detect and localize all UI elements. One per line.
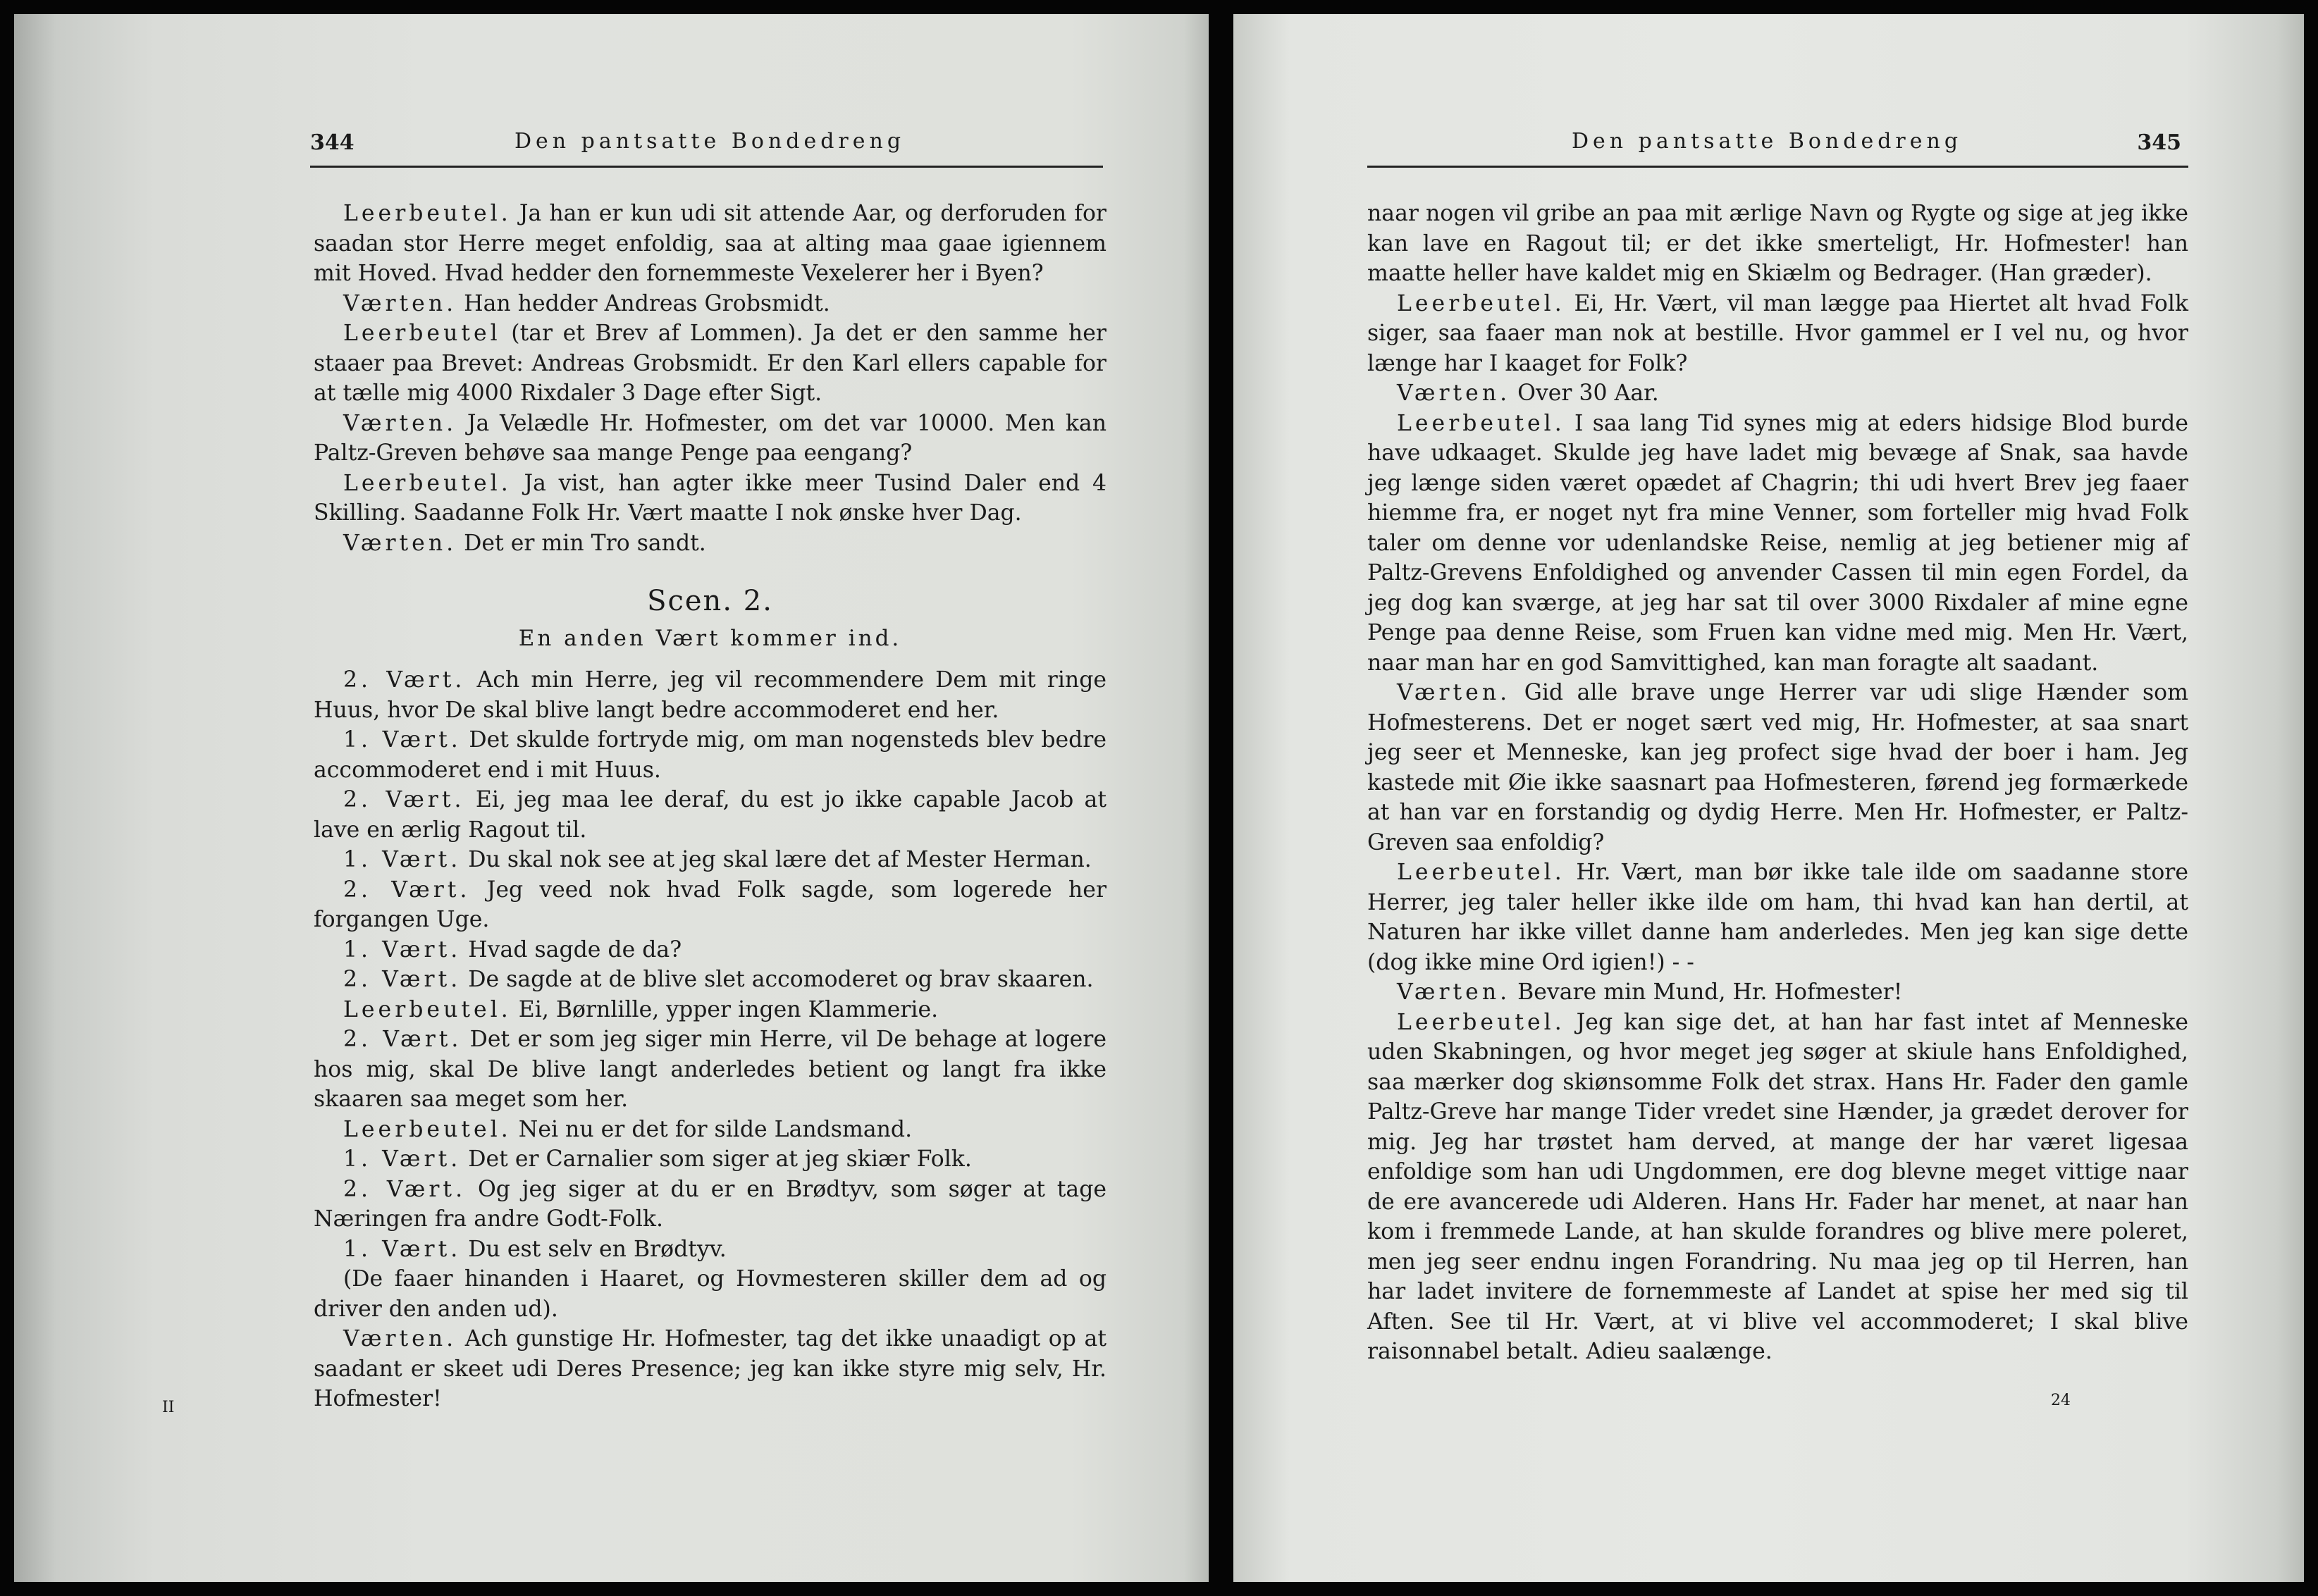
dialogue-paragraph: [314, 665, 1106, 725]
running-title: Den pantsatte Bondedreng: [514, 129, 906, 154]
speaker-name: 1. Vært.: [343, 1146, 462, 1172]
speaker-name: Leerbeutel.: [343, 1116, 512, 1142]
speaker-name: Leerbeutel.: [1397, 410, 1565, 436]
dialogue-paragraph: [314, 875, 1106, 935]
speaker-name: Værten.: [1397, 979, 1511, 1005]
dialogue-paragraph: [314, 199, 1106, 289]
dialogue-paragraph: [314, 1175, 1106, 1235]
speech-text: Jeg kan sige det, at han har fast intet af Menneske uden Skabningen, og hvor meget jeg søger at skiule hans Enfoldighed, saa mærker dog skiønsomme Folk det strax. Hans Hr. Fader den gamle Paltz-Greve har mange Tider vredet sine Hænder, ja grædet derover for mig. Jeg har trøstet ham derved, at mange der har været ligesaa enfoldige som han udi Ungdommen, ere dog blevne meget vittige naar de ere avancerede udi Alderen. Hans Hr. Fader har menet, at naar han kom i fremmede Lande, at han skulde forandres og blive mere poleret, men jeg seer endnu ingen Forandring. Nu maa jeg op til Herren, han har ladet invitere de fornemmeste af Landet at spise her med sig til Aften. See til Hr. Vært, at vi blive vel accommoderet; I skal blive raisonnabel betalt. Adieu saalænge.: [1367, 1009, 2188, 1364]
speaker-name: Leerbeutel.: [1397, 860, 1565, 885]
dialogue-paragraph: [314, 528, 1106, 559]
running-title: Den pantsatte Bondedreng: [1572, 129, 1963, 154]
dialogue-paragraph: [1367, 289, 2188, 379]
speech-text: (De faaer hinanden i Haaret, og Hovmesteren skiller dem ad og driver den anden ud).: [314, 1266, 1106, 1322]
dialogue-paragraph: [1367, 678, 2188, 858]
dialogue-block-3: [1367, 199, 2188, 1367]
speech-text: Ja Velædle Hr. Hofmester, om det var 10000. Men kan Paltz-Greven behøve saa mange Penge paa eengang?: [314, 410, 1106, 466]
dialogue-paragraph: [314, 935, 1106, 965]
speech-text: Det skulde fortryde mig, om man nogensteds blev bedre accommoderet end i mit Huus.: [314, 727, 1106, 783]
speech-text: Jeg veed nok hvad Folk sagde, som logerede her forgangen Uge.: [314, 877, 1106, 932]
dialogue-paragraph: [314, 725, 1106, 785]
speech-text: Bevare min Mund, Hr. Hofmester!: [1510, 979, 1903, 1005]
speech-text: Hr. Vært, man bør ikke tale ilde om saadanne store Herrer, jeg taler heller ikke ilde om ham, thi hvad kan han dertil, at Naturen har ikke villet danne ham anderledes. Men jeg kan sige dette (dog ikke mine Ord igien!) - -: [1367, 860, 2188, 975]
dialogue-paragraph: [314, 409, 1106, 469]
dialogue-paragraph: [1367, 378, 2188, 409]
dialogue-block-1: [314, 199, 1106, 558]
signature-mark: II: [162, 1399, 175, 1416]
speech-text: Over 30 Aar.: [1510, 381, 1659, 406]
right-page: [1233, 14, 2304, 1582]
running-head-right: [1367, 123, 2188, 168]
speaker-name: 2. Vært.: [343, 667, 466, 693]
dialogue-paragraph: [314, 965, 1106, 995]
left-page: [14, 14, 1209, 1582]
speaker-name: Leerbeutel.: [1397, 1009, 1565, 1035]
speaker-name: 2. Vært.: [343, 787, 465, 812]
speaker-name: Leerbeutel: [343, 321, 501, 346]
dialogue-paragraph: [314, 289, 1106, 319]
speech-text: Ei, Børnlille, ypper ingen Klammerie.: [511, 996, 939, 1022]
dialogue-paragraph: [314, 1324, 1106, 1414]
speech-text: De sagde at de blive slet accomoderet og brav skaaren.: [461, 967, 1094, 992]
dialogue-paragraph: [314, 785, 1106, 845]
speaker-name: Værten.: [343, 530, 457, 556]
speaker-name: Værten.: [343, 1326, 457, 1351]
speech-text: Han hedder Andreas Grobsmidt.: [457, 290, 830, 316]
speech-text: Gid alle brave unge Herrer var udi slige Hænder som Hofmesterens. Det er noget sært ved mig, Hr. Hofmester, at saa snart jeg seer et Menneske, kan jeg profect sige hvad der boer i ham. Jeg kastede mit Øie ikke saasnart paa Hofmesteren, førend jeg formærkede at han var en forstandig og dydig Herre. Men Hr. Hofmester, er Paltz-Greven saa enfoldig?: [1367, 680, 2188, 855]
speech-text: Ei, Hr. Vært, vil man lægge paa Hiertet alt hvad Folk siger, saa faaer man nok at bestille. Hvor gammel er I vel nu, og hvor længe har I kaaget for Folk?: [1367, 290, 2188, 376]
speaker-name: Leerbeutel.: [1397, 290, 1565, 316]
speech-text: Ja vist, han agter ikke meer Tusind Daler end 4 Skilling. Saadanne Folk Hr. Vært maatte I nok ønske hver Dag.: [314, 470, 1106, 526]
dialogue-paragraph: [1367, 858, 2188, 977]
speech-text: naar nogen vil gribe an paa mit ærlige Navn og Rygte og sige at jeg ikke kan lave en Ragout til; er det ikke smerteligt, Hr. Hofmester! han maatte heller have kaldet mig en Skiælm og Bedrager. (Han græder).: [1367, 201, 2188, 286]
scene-title: Scen. 2.: [647, 585, 773, 617]
speaker-name: Værten.: [343, 410, 457, 436]
speaker-name: Leerbeutel.: [343, 201, 512, 226]
dialogue-paragraph: [1367, 199, 2188, 289]
speaker-name: 1. Vært.: [343, 727, 462, 753]
speaker-name: 2. Vært.: [343, 877, 471, 903]
speech-text: Hvad sagde de da?: [461, 936, 682, 963]
left-body-text: [314, 199, 1106, 1414]
speaker-name: Værten.: [1397, 381, 1511, 406]
speech-text: (tar et Brev af Lommen). Ja det er den samme her staaer paa Brevet: Andreas Grobsmidt. Er den Karl ellers capable for at tælle mig 4000 Rixdaler 3 Dage efter Sigt.: [314, 321, 1106, 406]
speech-text: Ach min Herre, jeg vil recommendere Dem mit ringe Huus, hvor De skal blive langt bedre accommoderet end her.: [314, 667, 1107, 723]
speaker-name: 1. Vært.: [343, 847, 462, 872]
dialogue-paragraph: [314, 1144, 1106, 1175]
speech-text: Du est selv en Brødtyv.: [461, 1236, 727, 1262]
speech-text: Det er som jeg siger min Herre, vil De behage at logere hos mig, skal De blive langt anderledes betient og langt fra ikke skaaren saa meget som her.: [314, 1027, 1106, 1112]
speech-text: Det er Carnalier som siger at jeg skiær Folk.: [461, 1146, 972, 1172]
dialogue-paragraph: [1367, 409, 2188, 679]
speaker-name: Værten.: [1397, 680, 1511, 705]
right-body-text: [1367, 199, 2188, 1367]
speaker-name: Værten.: [343, 290, 457, 316]
speech-text: Og jeg siger at du er en Brødtyv, som søger at tage Næringen fra andre Godt-Folk.: [314, 1176, 1107, 1232]
speech-text: Ach gunstige Hr. Hofmester, tag det ikke unaadigt op at saadant er skeet udi Deres Presence; jeg kan ikke styre mig selv, Hr. Hofmester!: [314, 1326, 1106, 1411]
speech-text: Ei, jeg maa lee deraf, du est jo ikke capable Jacob at lave en ærlig Ragout til.: [314, 787, 1106, 843]
speaker-name: 2. Vært.: [343, 967, 462, 992]
dialogue-paragraph: [1367, 1008, 2188, 1367]
dialogue-paragraph: [314, 1235, 1106, 1265]
speaker-name: 2. Vært.: [343, 1027, 462, 1052]
speaker-name: Leerbeutel.: [343, 996, 512, 1022]
speech-text: I saa lang Tid synes mig at eders hidsige Blod burde have udkaaget. Skulde jeg have ladet mig bevæge af Snak, saa havde jeg længe siden været opædet af Chagrin; thi udi hvert Brev jeg faaer hiemme fra, er noget nyt fra mine Venner, som forteller mig hvad Folk taler om denne vor udenlandske Reise, nemlig at jeg betiener mig af Paltz-Grevens Enfoldighed og anvender Cassen til min egen Fordel, da jeg dog kan sværge, at jeg har sat til over 3000 Rixdaler af mine egne Penge paa denne Reise, som Fruen kan vidne med mig. Men Hr. Vært, naar man har en god Samvittighed, kan man foragte alt saadant.: [1367, 410, 2188, 676]
dialogue-block-2: [314, 665, 1106, 1414]
speaker-name: 2. Vært.: [343, 1176, 467, 1202]
dialogue-paragraph: [314, 1115, 1106, 1145]
speech-text: Nei nu er det for silde Landsmand.: [511, 1116, 913, 1142]
speaker-name: 1. Vært.: [343, 1236, 462, 1262]
dialogue-paragraph: [314, 1025, 1106, 1115]
signature-mark: 24: [2051, 1392, 2071, 1409]
speech-text: Det er min Tro sandt.: [457, 530, 706, 556]
dialogue-paragraph: [314, 845, 1106, 875]
page-number: 344: [310, 130, 355, 155]
dialogue-paragraph: [314, 469, 1106, 528]
dialogue-paragraph: [314, 1264, 1106, 1324]
speaker-name: Leerbeutel.: [343, 470, 512, 496]
speech-text: Ja han er kun udi sit attende Aar, og derforuden for saadan stor Herre meget enfoldig, saa at alting maa gaae igiennem mit Hoved. Hvad hedder den fornemmeste Vexelerer her i Byen?: [314, 201, 1106, 286]
running-head-left: [310, 123, 1103, 168]
page-number: 345: [2137, 130, 2181, 155]
dialogue-paragraph: [314, 318, 1106, 409]
dialogue-paragraph: [314, 995, 1106, 1025]
speaker-name: 1. Vært.: [343, 936, 462, 963]
scene-subtitle: En anden Vært kommer ind.: [518, 626, 902, 651]
speech-text: Du skal nok see at jeg skal lære det af Mester Herman.: [461, 847, 1092, 872]
dialogue-paragraph: [1367, 977, 2188, 1008]
